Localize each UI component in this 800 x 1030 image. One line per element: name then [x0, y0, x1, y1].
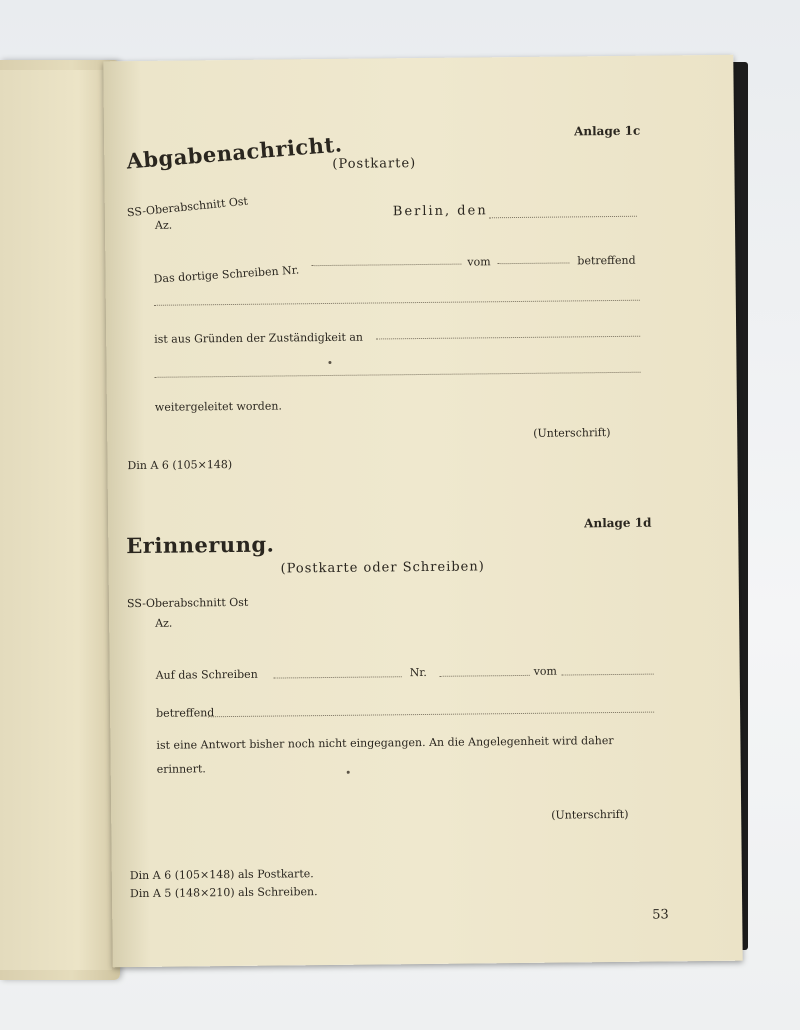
vom-fill-1d [562, 674, 654, 676]
anlage-1c-label: Anlage 1c [573, 123, 641, 139]
line1-1d-c: vom [533, 664, 558, 678]
date-fill-line [489, 216, 637, 219]
fill-line-1c-a [154, 300, 640, 306]
ink-speck-2 [347, 771, 350, 774]
format-1d-schreiben: Din A 5 (148×210) als Schreiben. [129, 885, 318, 901]
signature-1c: (Unterschrift) [533, 426, 611, 440]
city-date-line: Berlin, den [392, 203, 488, 220]
line2-1d: betreffend [156, 706, 215, 720]
office-1c: SS-Oberabschnitt Ost [126, 194, 249, 220]
fill-line-1c-c [155, 372, 641, 378]
book-page [103, 55, 742, 968]
signature-1d: (Unterschrift) [551, 807, 629, 822]
line2-1c: ist aus Gründen der Zuständigkeit an [154, 330, 364, 346]
line1-1c-a: Das dortige Schreiben Nr. [153, 263, 300, 286]
section-title-erinnerung: Erinnerung. [126, 531, 275, 559]
line1-1c-b: vom [467, 255, 491, 269]
postkarte-oder-schreiben-subtitle: (Postkarte oder Schreiben) [280, 559, 485, 577]
nr-fill-1d [440, 675, 530, 677]
ink-speck [328, 361, 331, 364]
section-title-abgabenachricht: Abgabenachricht. [125, 131, 344, 174]
format-1d-postkarte: Din A 6 (105×148) als Postkarte. [129, 867, 314, 883]
schreiben-fill-1d [274, 676, 402, 678]
line1-1c-c: betreffend [577, 253, 636, 268]
az-1d: Az. [155, 616, 173, 630]
nr-fill-1c [311, 264, 461, 267]
betreffend-fill-1d [208, 712, 654, 718]
line3-1c: weitergeleitet worden. [154, 399, 282, 414]
fill-line-1c-b [376, 336, 640, 340]
page-number: 53 [652, 907, 669, 923]
line1-1d-b: Nr. [409, 665, 427, 680]
line4-1d: erinnert. [156, 762, 206, 776]
vom-fill-1c [497, 262, 569, 264]
line3-1d: ist eine Antwort bisher noch nicht eingegangen. An die Angelegenheit wird daher [156, 734, 614, 752]
line1-1d-a: Auf das Schreiben [155, 667, 258, 682]
postkarte-subtitle: (Postkarte) [332, 156, 417, 172]
az-1c: Az. [154, 218, 173, 232]
format-1c: Din A 6 (105×148) [127, 457, 233, 473]
left-page [0, 70, 112, 970]
office-1d: SS-Oberabschnitt Ost [126, 595, 249, 611]
anlage-1d-label: Anlage 1d [584, 515, 652, 531]
